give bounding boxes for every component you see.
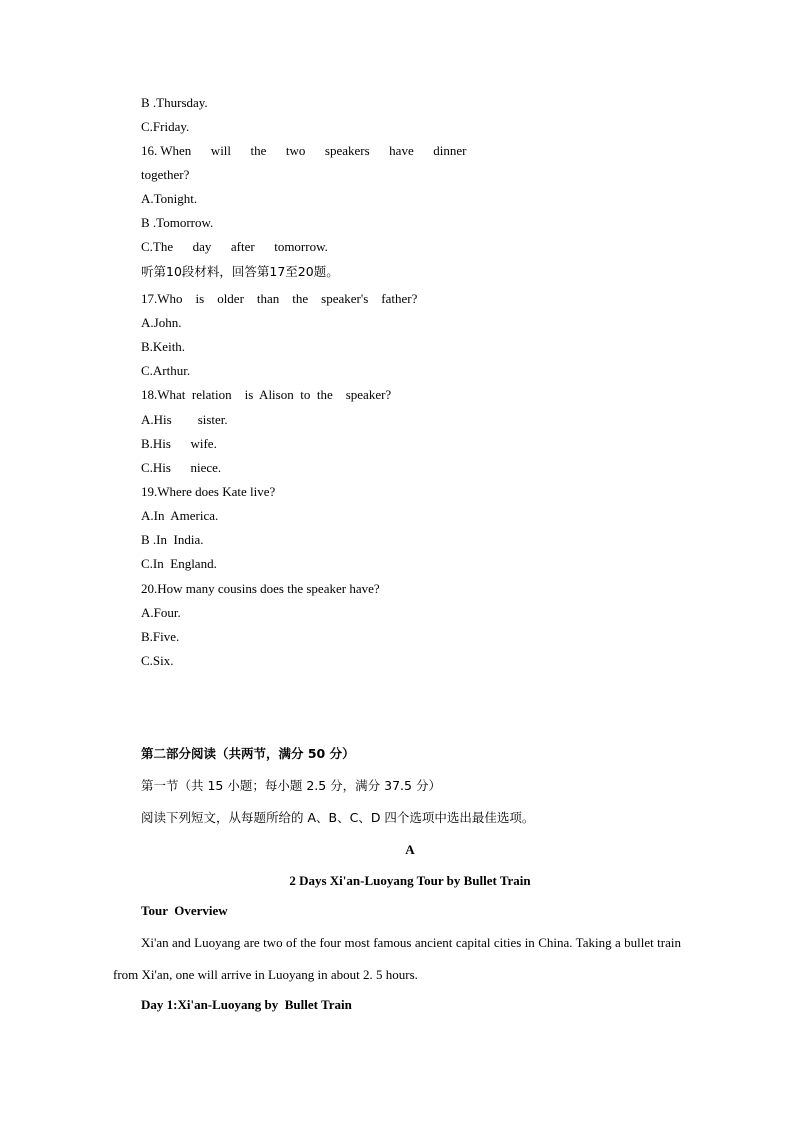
q15-option-b: B .Thursday.	[141, 95, 208, 110]
overview-paragraph: Xi'an and Luoyang are two of the four most famous ancient capital cities in China. Taking a bullet train from Xi'an, one will arrive in Luoyang in about 2. 5 hours.	[113, 935, 681, 982]
passage-title: 2 Days Xi'an-Luoyang Tour by Bullet Train	[289, 873, 531, 888]
q18-question: 18.What relation is Alison to the speaker?	[141, 387, 392, 402]
q16-option-b: B .Tomorrow.	[141, 215, 214, 230]
q20-option-b: B.Five.	[141, 629, 180, 644]
q19-option-a: A.In America.	[141, 508, 219, 523]
q17-option-a: A.John.	[141, 315, 182, 330]
q16-question-line2: together?	[141, 167, 190, 182]
day1-heading: Day 1:Xi'an-Luoyang by Bullet Train	[141, 997, 352, 1012]
q17-question: 17.Who is older than the speaker's father?	[141, 291, 418, 306]
q16-option-c: C.The day after tomorrow.	[141, 239, 328, 254]
q20-option-c: C.Six.	[141, 653, 174, 668]
q19-option-c: C.In England.	[141, 556, 217, 571]
q20-option-a: A.Four.	[141, 605, 181, 620]
q19-question: 19.Where does Kate live?	[141, 484, 276, 499]
q16-question-line1: 16. When will the two speakers have dinner	[141, 143, 467, 158]
passage-letter: A	[405, 842, 415, 857]
section-one-title: 第一节（共 15 小题；每小题 2.5 分，满分 37.5 分）	[141, 778, 441, 793]
q20-question: 20.How many cousins does the speaker have?	[141, 581, 380, 596]
part-two-title: 第二部分阅读（共两节，满分 50 分）	[141, 746, 355, 761]
overview-heading: Tour Overview	[141, 903, 228, 918]
q19-option-b: B .In India.	[141, 532, 204, 547]
q17-option-b: B.Keith.	[141, 339, 186, 354]
q18-option-a: A.His sister.	[141, 412, 228, 427]
reading-instruction: 阅读下列短文，从每题所给的 A、B、C、D 四个选项中选出最佳选项。	[141, 810, 535, 825]
q15-option-c: C.Friday.	[141, 119, 190, 134]
q16-option-a: A.Tonight.	[141, 191, 198, 206]
section10-instruction: 听第10段材料，回答第17至20题。	[141, 264, 339, 279]
q18-option-c: C.His niece.	[141, 460, 222, 475]
q18-option-b: B.His wife.	[141, 436, 217, 451]
q17-option-c: C.Arthur.	[141, 363, 191, 378]
